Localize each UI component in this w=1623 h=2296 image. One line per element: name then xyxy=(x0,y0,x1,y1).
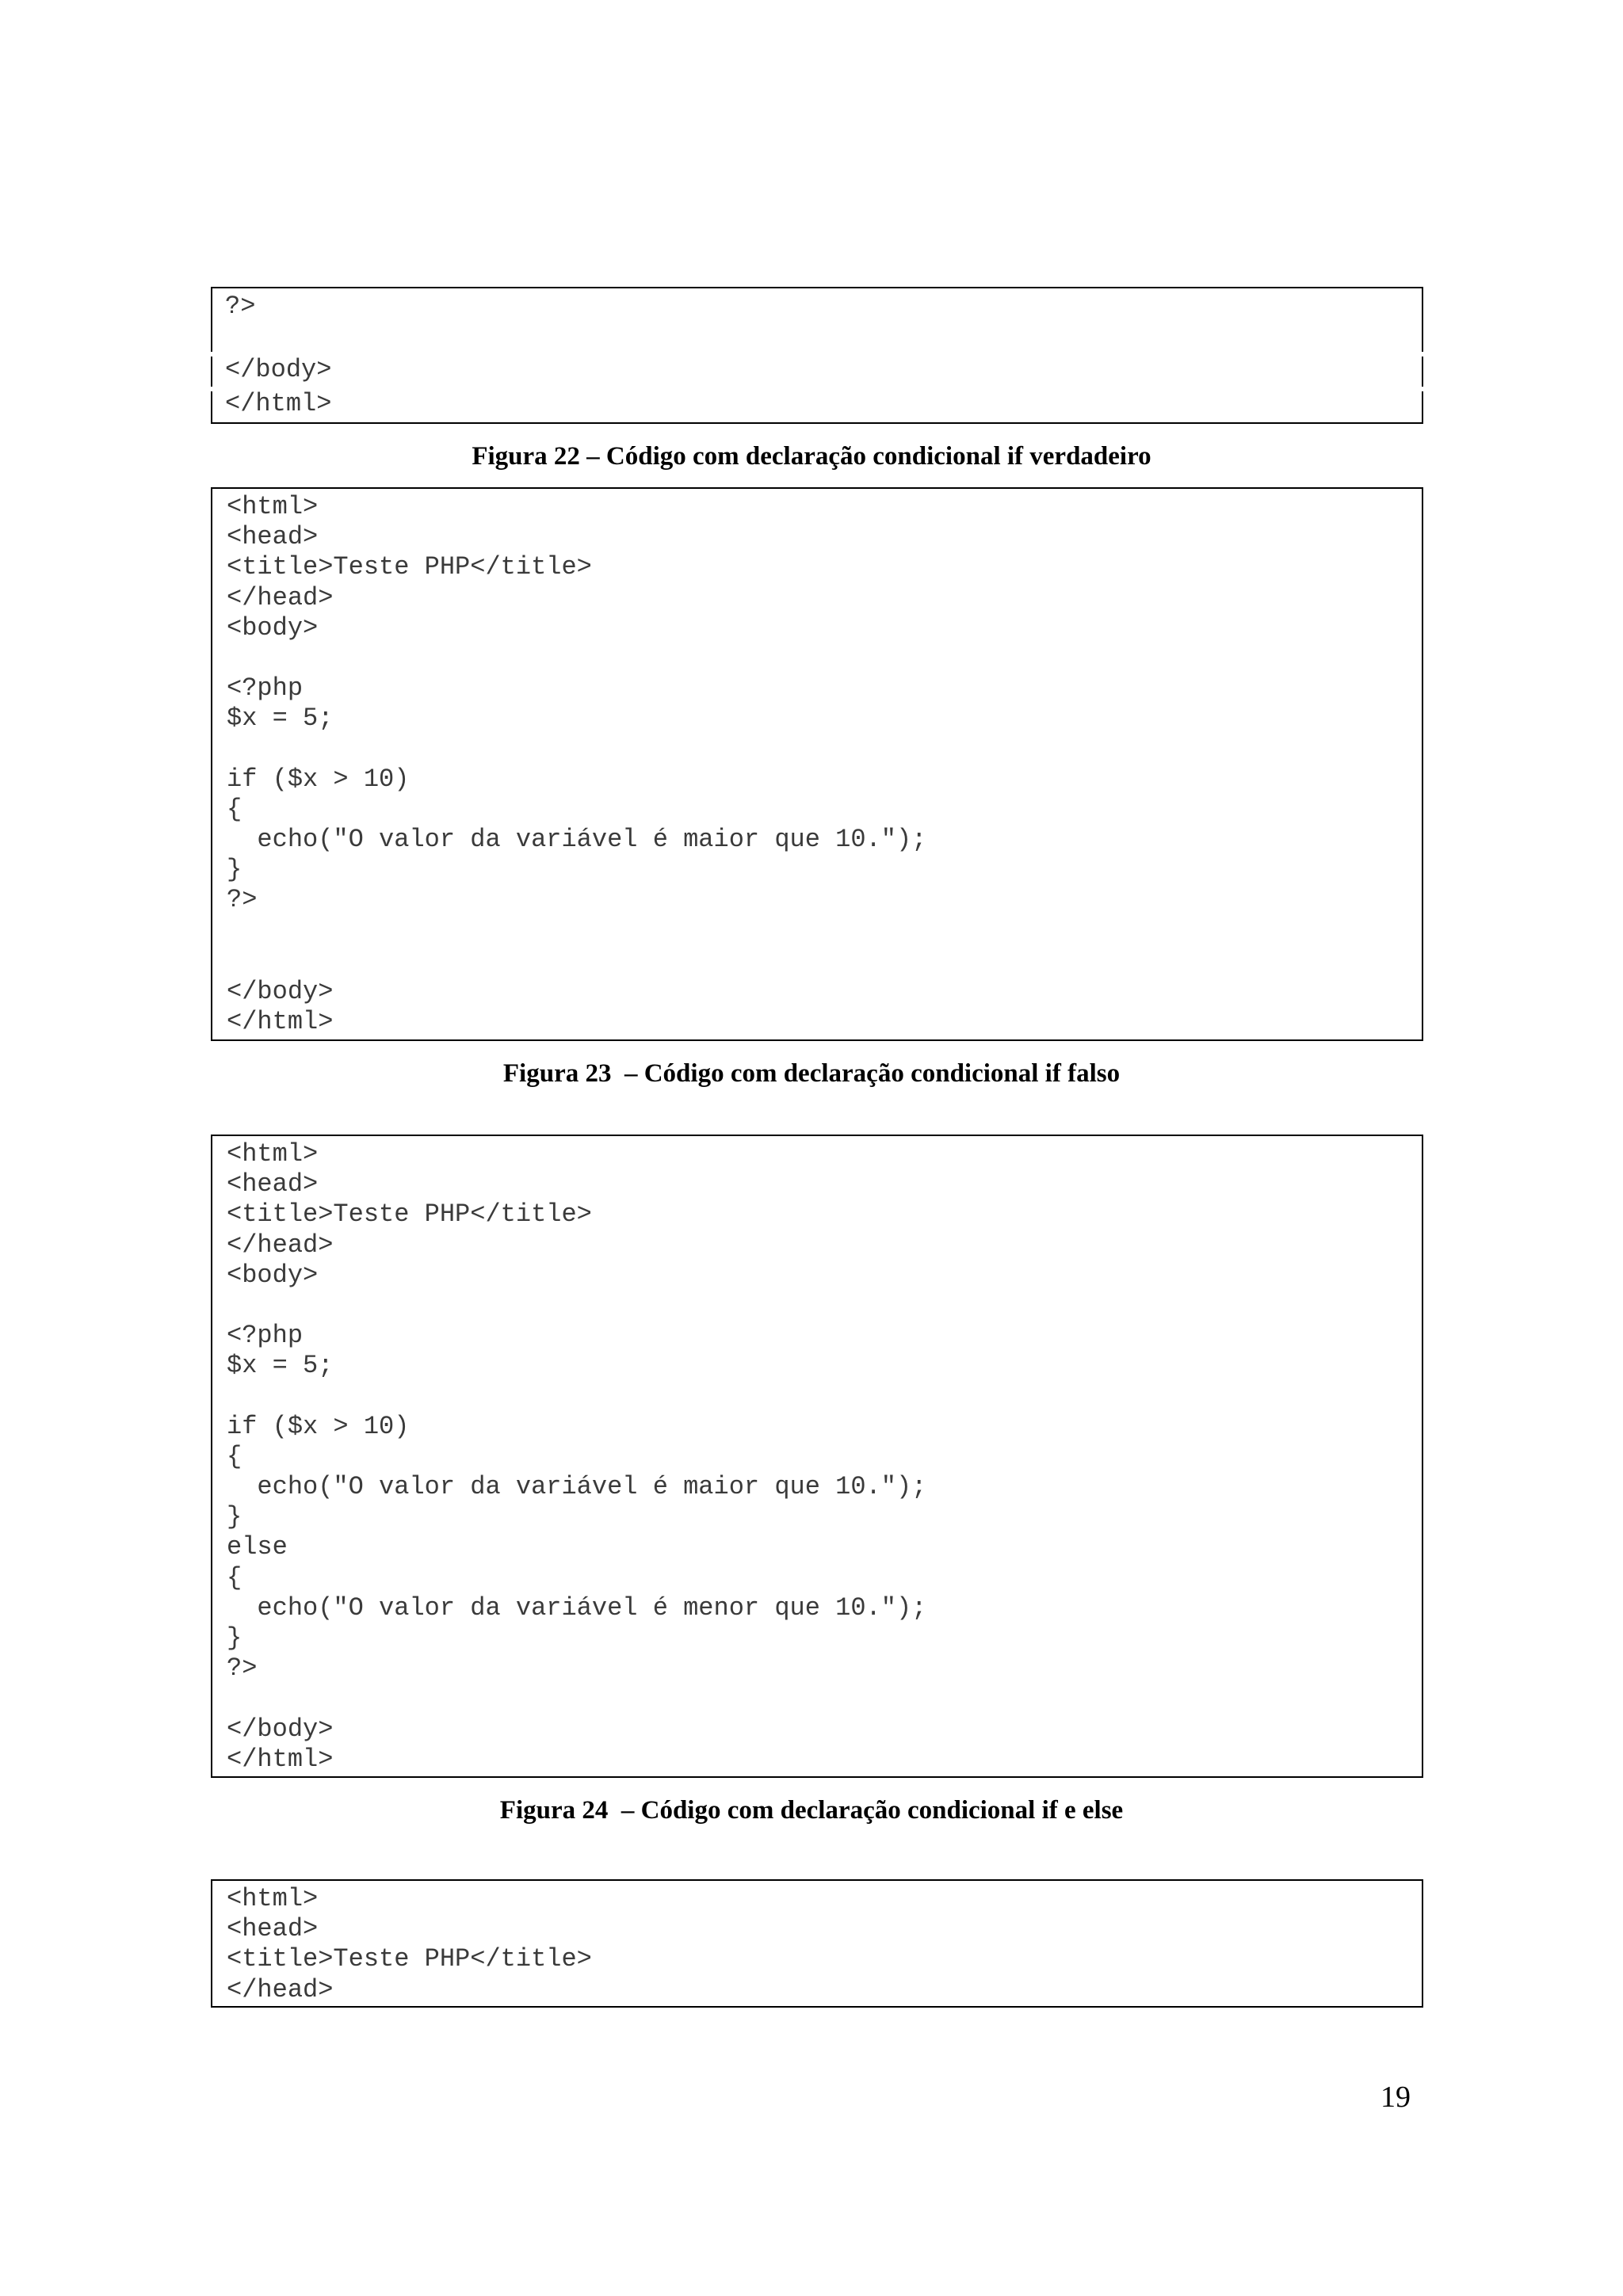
code-line: </html> xyxy=(227,1744,334,1774)
code-block-if-else xyxy=(211,1135,1423,1778)
code-line: echo("O valor da variável é maior que 10."); xyxy=(227,825,927,855)
box-right-rule-bottom xyxy=(1422,391,1423,424)
code-line: ?> xyxy=(227,1653,258,1684)
code-line: { xyxy=(227,1441,242,1471)
code-block-next-example xyxy=(211,1879,1423,2008)
code-line: $x = 5; xyxy=(227,704,334,734)
code-line xyxy=(225,322,1409,355)
code-line: } xyxy=(227,1623,242,1653)
code-line: <body> xyxy=(227,1260,319,1290)
code-line: <head> xyxy=(227,522,319,552)
box-left-rule-bottom xyxy=(211,391,212,424)
code-line: <html> xyxy=(227,1884,319,1913)
code-line: </body> xyxy=(227,1714,334,1744)
code-line: if ($x > 10) xyxy=(227,1411,410,1441)
code-line: echo("O valor da variável é maior que 10."); xyxy=(227,1472,927,1502)
code-line: else xyxy=(227,1532,288,1562)
code-line: </head> xyxy=(227,1974,334,2004)
code-line xyxy=(227,916,1407,946)
code-line: </html> xyxy=(225,389,332,419)
figure-caption-22: Figura 22 – Código com declaração condicional if verdadeiro xyxy=(472,442,1151,471)
code-block-if-true xyxy=(211,487,1423,1041)
code-line: <html> xyxy=(227,1139,319,1169)
code-line: <title>Teste PHP</title> xyxy=(227,552,592,582)
code-line: </html> xyxy=(227,1007,334,1036)
code-line: <html> xyxy=(227,492,319,521)
code-line: </head> xyxy=(227,582,334,612)
code-line: } xyxy=(227,1502,242,1532)
code-line: ?> xyxy=(225,292,256,321)
code-block-continuation xyxy=(211,287,1423,424)
figure-caption-24: Figura 24 – Código com declaração condicional if e else xyxy=(499,1796,1124,1825)
box-right-rule-top xyxy=(1422,287,1423,352)
box-left-rule-mid xyxy=(211,357,212,387)
code-line: } xyxy=(227,855,242,885)
code-line: <head> xyxy=(227,1914,319,1944)
code-line: { xyxy=(227,1562,242,1592)
page-number: 19 xyxy=(1381,2081,1411,2114)
code-line xyxy=(227,734,1407,765)
code-line: <head> xyxy=(227,1169,319,1199)
code-line xyxy=(227,643,1407,673)
code-line: if ($x > 10) xyxy=(227,764,410,794)
code-line xyxy=(227,1382,1407,1412)
code-line: ?> xyxy=(227,885,258,915)
code-line: <?php xyxy=(227,1321,304,1351)
code-line: <title>Teste PHP</title> xyxy=(227,1199,592,1230)
code-line: <title>Teste PHP</title> xyxy=(227,1944,592,1974)
code-line xyxy=(227,1291,1407,1321)
code-line: { xyxy=(227,794,242,824)
code-line xyxy=(227,946,1407,977)
code-line: </head> xyxy=(227,1230,334,1260)
box-left-rule-top xyxy=(211,287,212,352)
figure-caption-23: Figura 23 – Código com declaração condicional if falso xyxy=(502,1059,1121,1088)
code-line: <body> xyxy=(227,612,319,643)
code-line: <?php xyxy=(227,673,304,704)
code-line: </body> xyxy=(225,355,332,385)
code-line: </body> xyxy=(227,976,334,1006)
code-line xyxy=(227,1684,1407,1714)
code-line: echo("O valor da variável é menor que 10."); xyxy=(227,1592,927,1623)
code-line: $x = 5; xyxy=(227,1351,334,1381)
box-right-rule-mid xyxy=(1422,357,1423,387)
